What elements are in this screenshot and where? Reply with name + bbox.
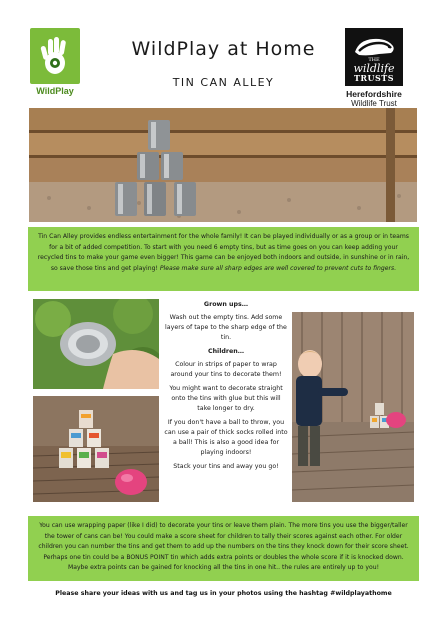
wildplay-logo xyxy=(30,28,80,100)
share-footer: Please share your ideas with us and tag us in your photos using the hashtag #wildplayathome xyxy=(55,590,392,597)
grownups-text: Wash out the empty tins. Add some layers of tape to the sharp edge of the tin. xyxy=(165,314,287,341)
decorated-tins-photo xyxy=(33,396,159,502)
tin-stack-photo xyxy=(29,108,417,222)
org-name-line2: Wildlife Trust xyxy=(351,99,397,108)
intro-text: Tin Can Alley provides endless entertainment for the whole family! It can be played individually or as a group or in teams for a bit of added competition. To start with you need 6 empty tins, but as time goes on you can keep adding your recycled tins to make your game even bigger! This game can be enjoyed both indoors and outside, in sunshine or in rain, so save those tins and get playing! xyxy=(37,233,410,272)
org-name-line1: Herefordshire xyxy=(346,89,402,99)
hand-holding-tin-photo xyxy=(33,299,159,389)
page-subtitle: TIN CAN ALLEY xyxy=(172,76,275,89)
instructions-column xyxy=(164,300,288,476)
badger-icon xyxy=(349,34,399,58)
safety-warning: Please make sure all sharp edges are well covered to prevent cuts to fingers. xyxy=(159,264,397,272)
logo-wildlife-text: wildlife xyxy=(353,62,395,75)
logo-trusts-text: TRUSTS xyxy=(353,73,395,83)
children-paragraph: Stack your tins and away you go! xyxy=(173,463,279,470)
wildlife-trusts-badge xyxy=(345,28,403,86)
children-heading: Children… xyxy=(207,348,245,355)
children-paragraph: If you don't have a ball to throw, you can use a pair of thick socks rolled into a ball! This is also a good idea for playing indoors! xyxy=(164,419,288,456)
wildlife-trusts-logo xyxy=(329,28,419,108)
tips-panel xyxy=(28,516,419,581)
intro-panel xyxy=(28,227,419,291)
child-playing-photo xyxy=(292,312,414,502)
wildplay-logo-text: WildPlay xyxy=(36,86,74,96)
handprint-icon xyxy=(30,28,80,84)
children-paragraph: You might want to decorate straight onto the tins with glue but this will take longer to dry. xyxy=(169,385,283,412)
logo-the-text: THE xyxy=(368,57,380,63)
grownups-heading: Grown ups… xyxy=(203,301,249,308)
children-paragraph: Colour in strips of paper to wrap around your tins to decorate them! xyxy=(170,361,282,378)
page-title: WildPlay at Home xyxy=(131,38,316,60)
tips-text: You can use wrapping paper (like I did) to decorate your tins or leave them plain. The more tins you use the bigger/taller the tower of cans can be! You could make a score sheet for children to tally their scores against each other. For older children you can number the tins and get them to add up the numbers on the tins they knock down for their score sheet. Perhaps one tin could be a BONUS POINT tin which adds extra points or doubles the whole score if it is knocked down. Maybe extra points can be gained for knocking all the tins in one hit.. the rules are entirely up to you! xyxy=(38,522,409,571)
